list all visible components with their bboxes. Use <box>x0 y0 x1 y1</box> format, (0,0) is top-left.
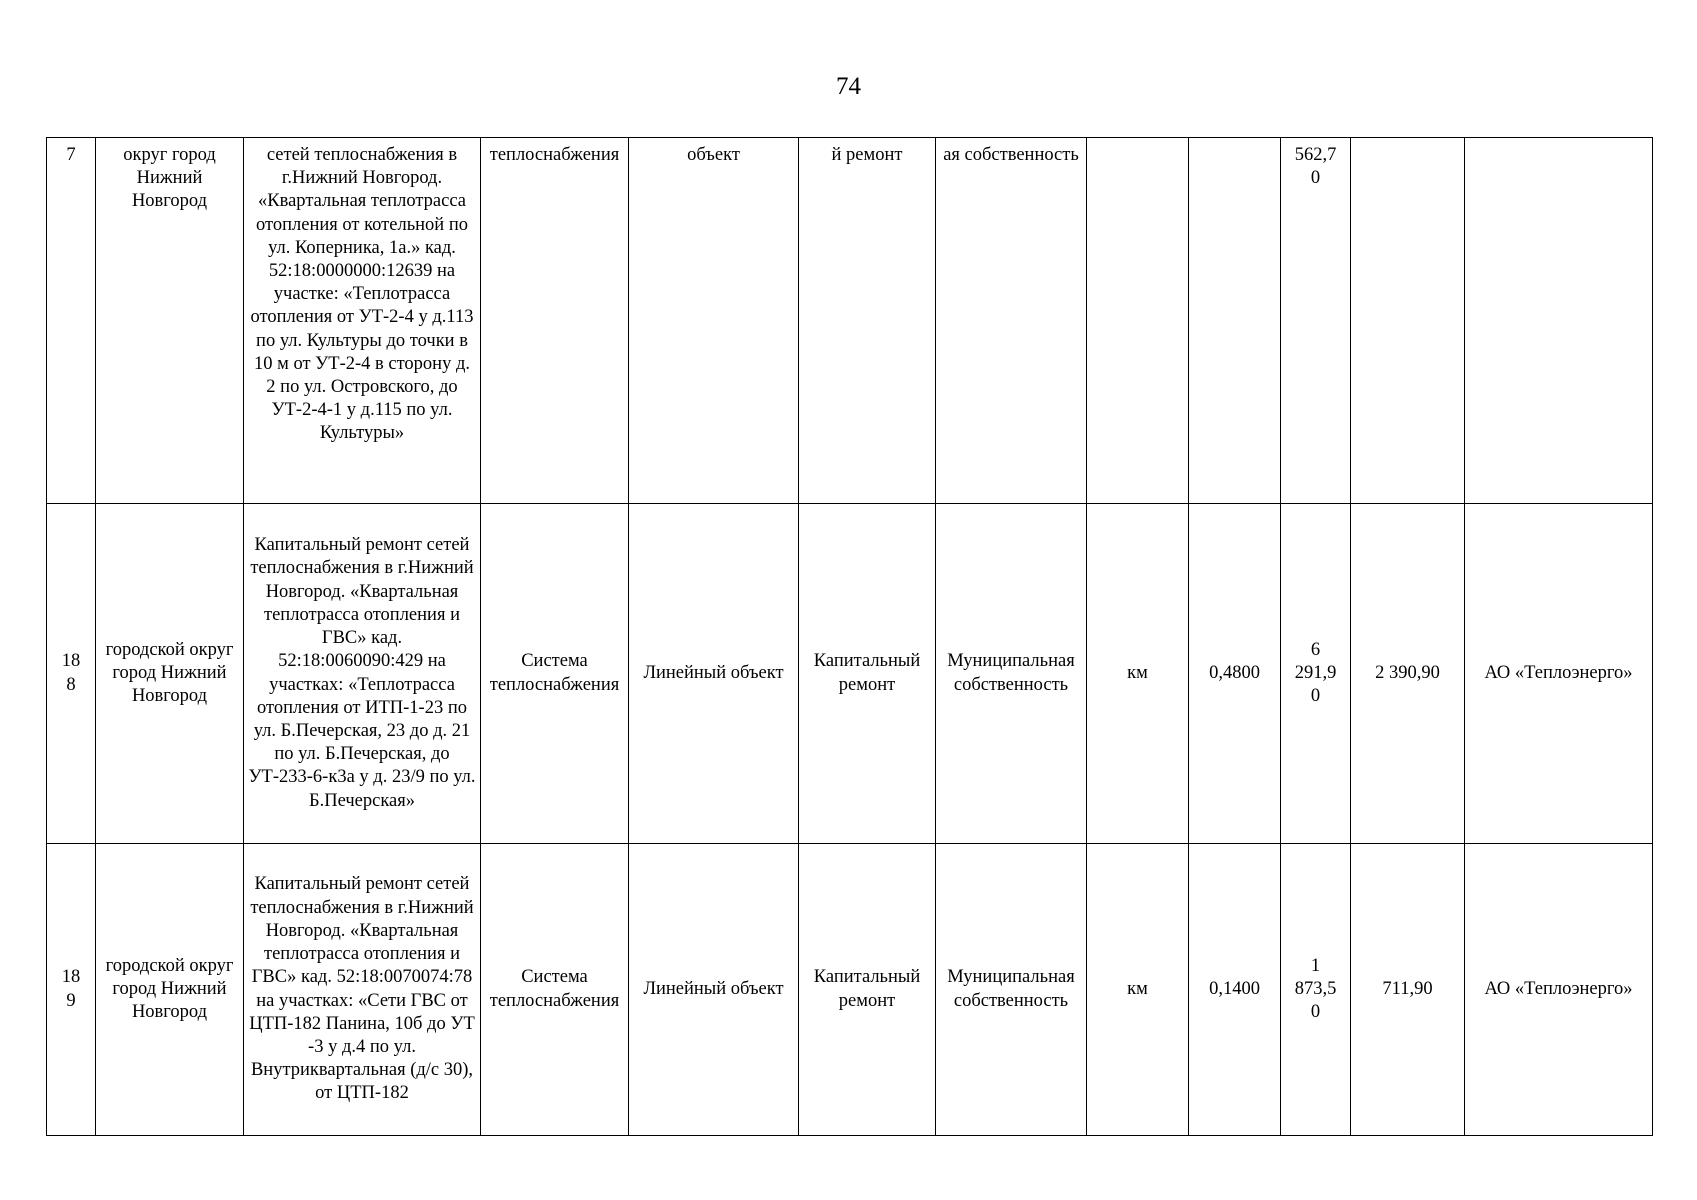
municipality-cell: городской округ город Нижний Новгород <box>96 504 244 844</box>
quantity-cell: 0,4800 <box>1189 504 1281 844</box>
cost-cell: 6 291,9 0 <box>1281 504 1351 844</box>
row-number-cell: 7 <box>47 138 96 504</box>
amount-cell: 711,90 <box>1351 844 1465 1136</box>
work-type-cell: Капитальный ремонт <box>799 504 936 844</box>
object-type-cell: Линейный объект <box>629 844 799 1136</box>
municipality-cell: городской округ город Нижний Новгород <box>96 844 244 1136</box>
table-row <box>47 138 1653 504</box>
cost-cell: 1 873,5 0 <box>1281 844 1351 1136</box>
object-type-cell: объект <box>629 138 799 504</box>
organization-cell: АО «Теплоэнерго» <box>1465 844 1653 1136</box>
description-cell: сетей теплоснабжения в г.Нижний Новгород. «Квартальная теплотрасса отопления от котельной по ул. Коперника, 1а.» кад. 52:18:0000000:12639 на участке: «Теплотрасса отопления от УТ-2-4 у д.113 по ул. Культуры до точки в 10 м от УТ-2-4 в сторону д. 2 по ул. Островского, до УТ-2-4-1 у д.115 по ул. Культуры» <box>244 138 481 504</box>
organization-cell: АО «Теплоэнерго» <box>1465 504 1653 844</box>
organization-cell <box>1465 138 1653 504</box>
description-cell: Капитальный ремонт сетей теплоснабжения в г.Нижний Новгород. «Квартальная теплотрасса отопления и ГВС» кад. 52:18:0060090:429 на участках: «Теплотрасса отопления от ИТП-1-23 по ул. Б.Печерская, 23 до д. 21 по ул. Б.Печерская, до УТ-233-6-к3а у д. 23/9 по ул. Б.Печерская» <box>244 504 481 844</box>
page-number: 74 <box>836 73 861 100</box>
amount-cell <box>1351 138 1465 504</box>
work-type-cell: Капитальный ремонт <box>799 844 936 1136</box>
object-type-cell: Линейный объект <box>629 504 799 844</box>
system-cell: Система теплоснабжения <box>481 504 629 844</box>
unit-cell: км <box>1087 844 1189 1136</box>
ownership-cell: Муниципальная собственность <box>936 504 1087 844</box>
system-cell: теплоснабжения <box>481 138 629 504</box>
unit-cell: км <box>1087 504 1189 844</box>
description-cell: Капитальный ремонт сетей теплоснабжения в г.Нижний Новгород. «Квартальная теплотрасса отопления и ГВС» кад. 52:18:0070074:78 на участках: «Сети ГВС от ЦТП-182 Панина, 10б до УТ -3 у д.4 по ул. Внутриквартальная (д/с 30), от ЦТП-182 <box>244 844 481 1136</box>
row-number-cell: 18 9 <box>47 844 96 1136</box>
ownership-cell: ая собственность <box>936 138 1087 504</box>
amount-cell: 2 390,90 <box>1351 504 1465 844</box>
projects-table <box>46 137 1653 1136</box>
ownership-cell: Муниципальная собственность <box>936 844 1087 1136</box>
unit-cell <box>1087 138 1189 504</box>
table-row <box>47 504 1653 844</box>
quantity-cell <box>1189 138 1281 504</box>
system-cell: Система теплоснабжения <box>481 844 629 1136</box>
quantity-cell: 0,1400 <box>1189 844 1281 1136</box>
work-type-cell: й ремонт <box>799 138 936 504</box>
municipality-cell: округ город Нижний Новгород <box>96 138 244 504</box>
row-number-cell: 18 8 <box>47 504 96 844</box>
table-row <box>47 844 1653 1136</box>
cost-cell: 562,7 0 <box>1281 138 1351 504</box>
